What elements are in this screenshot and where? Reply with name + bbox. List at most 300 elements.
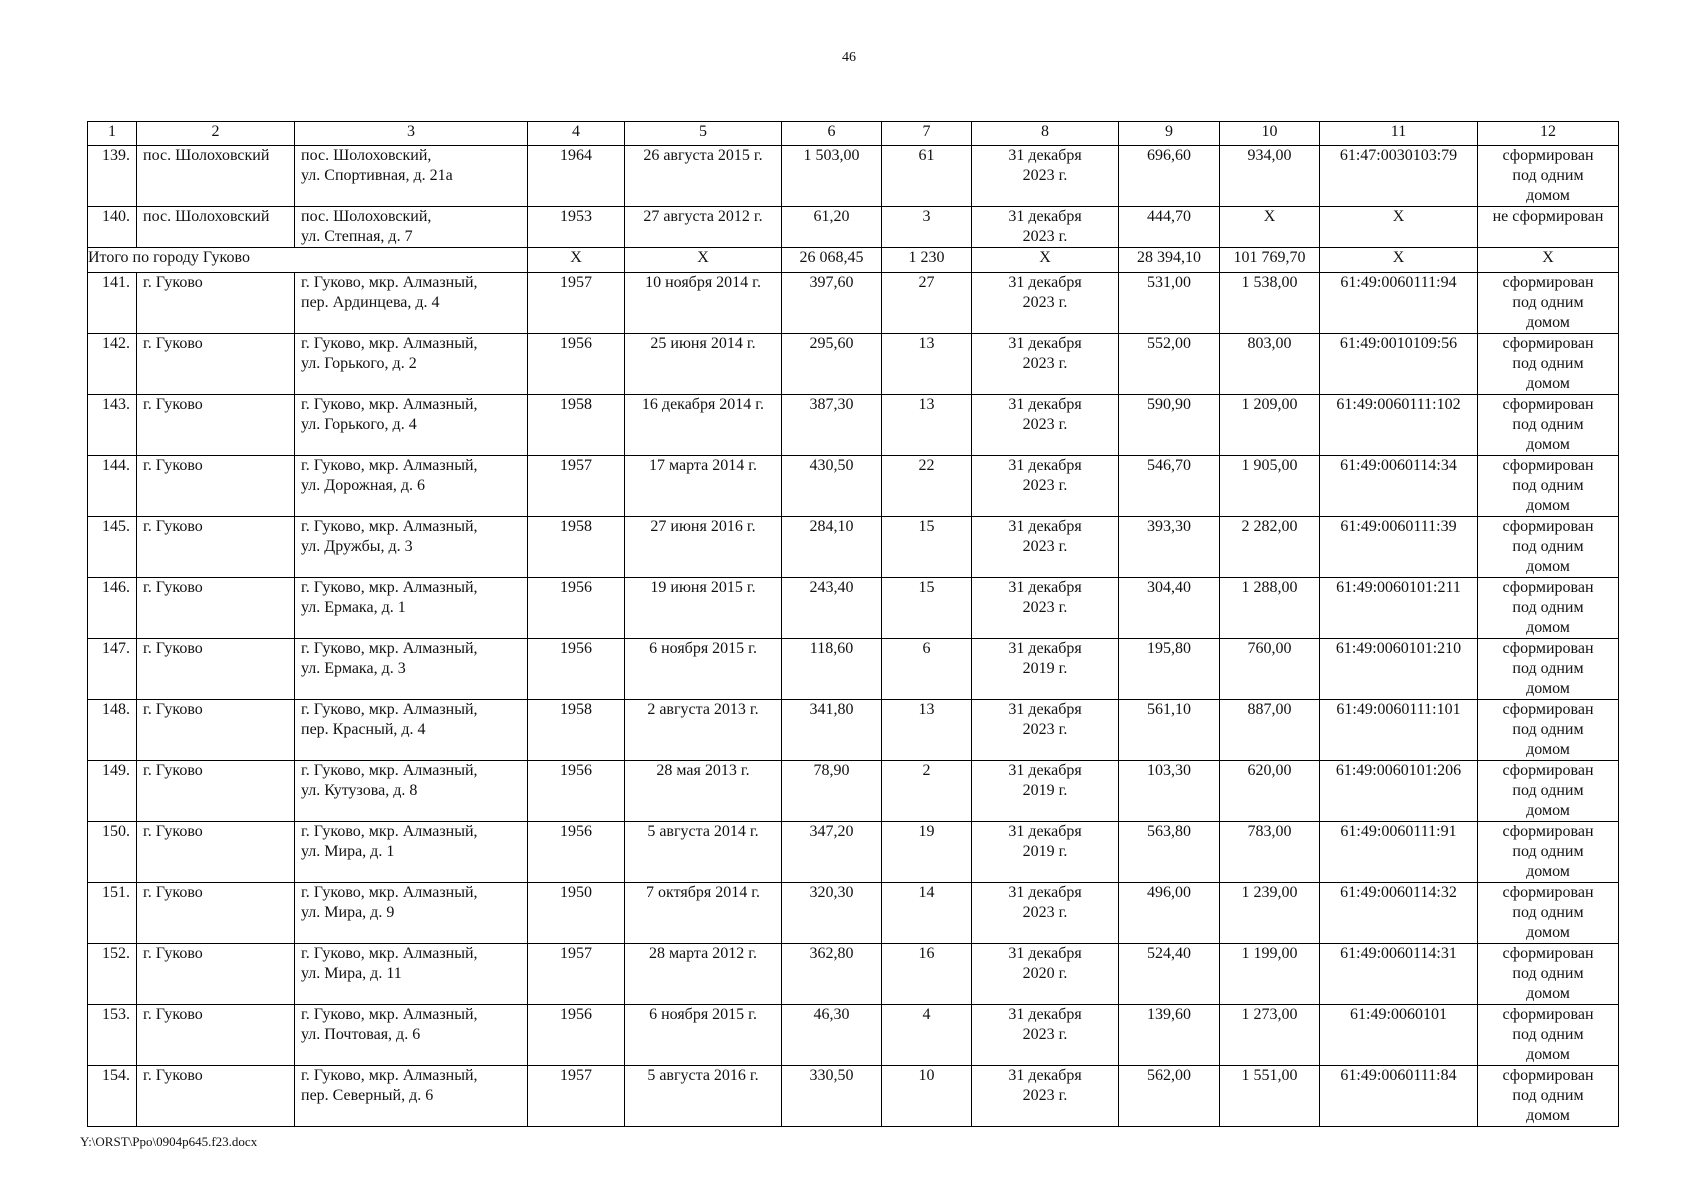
relocation-deadline-line: 2023 г. <box>1022 1087 1068 1104</box>
area-value: 61,20 <box>782 207 882 248</box>
area-value: 362,80 <box>782 944 882 1005</box>
plot-status-line: сформирован <box>1502 640 1594 657</box>
address-line: г. Гуково, мкр. Алмазный, <box>301 396 478 413</box>
residents-count: 15 <box>882 517 972 578</box>
address <box>295 207 528 248</box>
plot-status <box>1478 700 1619 761</box>
plot-status-line: под одним <box>1512 538 1584 555</box>
relocation-deadline-line: 31 декабря <box>1008 1006 1082 1023</box>
plot-area-value: 620,00 <box>1220 761 1320 822</box>
row-number: 143. <box>88 395 137 456</box>
relocation-deadline-line: 2020 г. <box>1022 965 1068 982</box>
address-line: г. Гуково, мкр. Алмазный, <box>301 701 478 718</box>
build-year: 1950 <box>528 883 625 944</box>
plot-status-line: под одним <box>1512 167 1584 184</box>
address-line: ул. Мира, д. 1 <box>301 843 395 860</box>
plot-status <box>1478 395 1619 456</box>
plot-area-value: 803,00 <box>1220 334 1320 395</box>
settlement: г. Гуково <box>137 517 295 578</box>
column-number: 9 <box>1119 122 1220 146</box>
row-number: 142. <box>88 334 137 395</box>
plot-status-line: домом <box>1526 436 1570 453</box>
cadastral-number: 61:49:0060114:34 <box>1320 456 1478 517</box>
residents-count: 13 <box>882 395 972 456</box>
residents-count: 15 <box>882 578 972 639</box>
build-year: 1964 <box>528 146 625 207</box>
relocation-deadline-line: 31 декабря <box>1008 147 1082 164</box>
settlement: г. Гуково <box>137 395 295 456</box>
recognition-date: 2 августа 2013 г. <box>625 700 782 761</box>
table-row <box>88 456 1619 517</box>
residents-count: 61 <box>882 146 972 207</box>
relocation-deadline-line: 2023 г. <box>1022 1026 1068 1043</box>
plot-area-value: 760,00 <box>1220 639 1320 700</box>
address-line: пос. Шолоховский, <box>301 147 432 164</box>
plot-status-line: сформирован <box>1502 457 1594 474</box>
address <box>295 334 528 395</box>
total-value: 1 230 <box>882 248 972 273</box>
plot-status-line: домом <box>1526 680 1570 697</box>
residents-count: 2 <box>882 761 972 822</box>
plot-status-line: под одним <box>1512 721 1584 738</box>
table-row <box>88 1005 1619 1066</box>
address-line: г. Гуково, мкр. Алмазный, <box>301 1006 478 1023</box>
table-row <box>88 273 1619 334</box>
plot-status-line: домом <box>1526 619 1570 636</box>
residents-count: 27 <box>882 273 972 334</box>
settlement: г. Гуково <box>137 456 295 517</box>
land-area-value: 562,00 <box>1119 1066 1220 1127</box>
relocation-deadline-line: 2023 г. <box>1022 904 1068 921</box>
relocation-deadline <box>972 1005 1119 1066</box>
residents-count: 14 <box>882 883 972 944</box>
settlement: г. Гуково <box>137 273 295 334</box>
residents-count: 4 <box>882 1005 972 1066</box>
plot-status-line: домом <box>1526 741 1570 758</box>
total-row <box>88 248 1619 273</box>
address <box>295 146 528 207</box>
area-value: 347,20 <box>782 822 882 883</box>
relocation-deadline <box>972 822 1119 883</box>
land-area-value: 444,70 <box>1119 207 1220 248</box>
total-label: Итого по городу Гуково <box>88 248 528 273</box>
page-number: 46 <box>842 50 856 65</box>
address-line: г. Гуково, мкр. Алмазный, <box>301 1067 478 1084</box>
address-line: ул. Дорожная, д. 6 <box>301 477 426 494</box>
relocation-deadline <box>972 639 1119 700</box>
land-area-value: 546,70 <box>1119 456 1220 517</box>
row-number: 151. <box>88 883 137 944</box>
settlement: г. Гуково <box>137 700 295 761</box>
relocation-deadline <box>972 883 1119 944</box>
build-year: 1953 <box>528 207 625 248</box>
column-number: 8 <box>972 122 1119 146</box>
relocation-deadline-line: 31 декабря <box>1008 823 1082 840</box>
land-area-value: 195,80 <box>1119 639 1220 700</box>
relocation-deadline-line: 2023 г. <box>1022 477 1068 494</box>
plot-status <box>1478 761 1619 822</box>
land-area-value: 563,80 <box>1119 822 1220 883</box>
relocation-deadline-line: 31 декабря <box>1008 335 1082 352</box>
plot-status-line: под одним <box>1512 1026 1584 1043</box>
plot-area-value: 783,00 <box>1220 822 1320 883</box>
land-area-value: 561,10 <box>1119 700 1220 761</box>
relocation-deadline-line: 31 декабря <box>1008 579 1082 596</box>
table-row <box>88 700 1619 761</box>
column-number: 7 <box>882 122 972 146</box>
relocation-deadline-line: 2019 г. <box>1022 843 1068 860</box>
address-line: ул. Спортивная, д. 21а <box>301 167 453 184</box>
land-area-value: 103,30 <box>1119 761 1220 822</box>
plot-status <box>1478 578 1619 639</box>
plot-status-line: под одним <box>1512 843 1584 860</box>
table-row <box>88 639 1619 700</box>
land-area-value: 531,00 <box>1119 273 1220 334</box>
plot-status-line: домом <box>1526 314 1570 331</box>
relocation-deadline-line: 2019 г. <box>1022 660 1068 677</box>
address <box>295 700 528 761</box>
plot-status-line: сформирован <box>1502 823 1594 840</box>
table-row <box>88 761 1619 822</box>
plot-status <box>1478 146 1619 207</box>
table-row <box>88 517 1619 578</box>
relocation-deadline <box>972 207 1119 248</box>
plot-area-value: 1 538,00 <box>1220 273 1320 334</box>
relocation-deadline <box>972 700 1119 761</box>
plot-status-line: сформирован <box>1502 396 1594 413</box>
address-line: пер. Северный, д. 6 <box>301 1087 434 1104</box>
land-area-value: 139,60 <box>1119 1005 1220 1066</box>
residents-count: 10 <box>882 1066 972 1127</box>
cadastral-number: 61:49:0060101 <box>1320 1005 1478 1066</box>
relocation-deadline-line: 31 декабря <box>1008 762 1082 779</box>
address-line: г. Гуково, мкр. Алмазный, <box>301 457 478 474</box>
recognition-date: 25 июня 2014 г. <box>625 334 782 395</box>
relocation-deadline <box>972 944 1119 1005</box>
total-value: Х <box>972 248 1119 273</box>
settlement: г. Гуково <box>137 1005 295 1066</box>
relocation-deadline <box>972 456 1119 517</box>
address-line: ул. Горького, д. 4 <box>301 416 417 433</box>
land-area-value: 304,40 <box>1119 578 1220 639</box>
residents-count: 13 <box>882 334 972 395</box>
relocation-deadline-line: 31 декабря <box>1008 208 1082 225</box>
address <box>295 578 528 639</box>
row-number: 147. <box>88 639 137 700</box>
area-value: 46,30 <box>782 1005 882 1066</box>
plot-area-value: 887,00 <box>1220 700 1320 761</box>
address-line: г. Гуково, мкр. Алмазный, <box>301 335 478 352</box>
cadastral-number: 61:47:0030103:79 <box>1320 146 1478 207</box>
land-area-value: 552,00 <box>1119 334 1220 395</box>
land-area-value: 590,90 <box>1119 395 1220 456</box>
table-row <box>88 822 1619 883</box>
settlement: г. Гуково <box>137 883 295 944</box>
row-number: 144. <box>88 456 137 517</box>
total-value: Х <box>528 248 625 273</box>
address-line: г. Гуково, мкр. Алмазный, <box>301 579 478 596</box>
row-number: 149. <box>88 761 137 822</box>
table-row <box>88 578 1619 639</box>
plot-status <box>1478 639 1619 700</box>
address <box>295 395 528 456</box>
area-value: 78,90 <box>782 761 882 822</box>
address-line: ул. Горького, д. 2 <box>301 355 417 372</box>
build-year: 1957 <box>528 944 625 1005</box>
recognition-date: 17 марта 2014 г. <box>625 456 782 517</box>
relocation-deadline-line: 31 декабря <box>1008 457 1082 474</box>
row-number: 146. <box>88 578 137 639</box>
address <box>295 883 528 944</box>
cadastral-number: 61:49:0060111:84 <box>1320 1066 1478 1127</box>
column-number: 5 <box>625 122 782 146</box>
address-line: г. Гуково, мкр. Алмазный, <box>301 518 478 535</box>
relocation-deadline-line: 31 декабря <box>1008 1067 1082 1084</box>
land-area-value: 393,30 <box>1119 517 1220 578</box>
address-line: ул. Дружбы, д. 3 <box>301 538 413 555</box>
plot-status-line: сформирован <box>1502 945 1594 962</box>
plot-status-line: домом <box>1526 985 1570 1002</box>
plot-status-line: сформирован <box>1502 1006 1594 1023</box>
cadastral-number: 61:49:0060111:101 <box>1320 700 1478 761</box>
recognition-date: 5 августа 2014 г. <box>625 822 782 883</box>
plot-status-line: домом <box>1526 187 1570 204</box>
address <box>295 639 528 700</box>
plot-status-line: под одним <box>1512 355 1584 372</box>
address-line: ул. Ермака, д. 1 <box>301 599 406 616</box>
area-value: 284,10 <box>782 517 882 578</box>
row-number: 141. <box>88 273 137 334</box>
plot-area-value: Х <box>1220 207 1320 248</box>
plot-area-value: 1 905,00 <box>1220 456 1320 517</box>
relocation-deadline <box>972 395 1119 456</box>
recognition-date: 7 октября 2014 г. <box>625 883 782 944</box>
relocation-deadline-line: 31 декабря <box>1008 396 1082 413</box>
plot-status-line: под одним <box>1512 294 1584 311</box>
cadastral-number: 61:49:0060111:91 <box>1320 822 1478 883</box>
plot-status-line: домом <box>1526 802 1570 819</box>
table-row <box>88 944 1619 1005</box>
plot-area-value: 1 288,00 <box>1220 578 1320 639</box>
row-number: 153. <box>88 1005 137 1066</box>
settlement: г. Гуково <box>137 944 295 1005</box>
address-line: пер. Красный, д. 4 <box>301 721 426 738</box>
relocation-deadline-line: 2023 г. <box>1022 167 1068 184</box>
column-number: 6 <box>782 122 882 146</box>
plot-status <box>1478 944 1619 1005</box>
total-value: 101 769,70 <box>1220 248 1320 273</box>
row-number: 148. <box>88 700 137 761</box>
relocation-deadline-line: 2023 г. <box>1022 721 1068 738</box>
recognition-date: 26 августа 2015 г. <box>625 146 782 207</box>
address-line: ул. Ермака, д. 3 <box>301 660 406 677</box>
settlement: г. Гуково <box>137 578 295 639</box>
area-value: 1 503,00 <box>782 146 882 207</box>
column-number: 1 <box>88 122 137 146</box>
build-year: 1958 <box>528 395 625 456</box>
plot-status-line: сформирован <box>1502 147 1594 164</box>
plot-status <box>1478 334 1619 395</box>
plot-status <box>1478 517 1619 578</box>
column-number: 3 <box>295 122 528 146</box>
relocation-deadline <box>972 334 1119 395</box>
recognition-date: 28 мая 2013 г. <box>625 761 782 822</box>
total-value: Х <box>625 248 782 273</box>
build-year: 1956 <box>528 822 625 883</box>
area-value: 320,30 <box>782 883 882 944</box>
plot-status: не сформирован <box>1478 207 1619 248</box>
table-row <box>88 334 1619 395</box>
settlement: г. Гуково <box>137 822 295 883</box>
relocation-deadline <box>972 273 1119 334</box>
area-value: 387,30 <box>782 395 882 456</box>
residents-count: 6 <box>882 639 972 700</box>
cadastral-number: 61:49:0010109:56 <box>1320 334 1478 395</box>
settlement: пос. Шолоховский <box>137 146 295 207</box>
address-line: г. Гуково, мкр. Алмазный, <box>301 823 478 840</box>
plot-status-line: сформирован <box>1502 335 1594 352</box>
address-line: ул. Кутузова, д. 8 <box>301 782 418 799</box>
recognition-date: 16 декабря 2014 г. <box>625 395 782 456</box>
address-line: г. Гуково, мкр. Алмазный, <box>301 640 478 657</box>
cadastral-number: 61:49:0060101:211 <box>1320 578 1478 639</box>
plot-status <box>1478 1005 1619 1066</box>
address <box>295 456 528 517</box>
settlement: г. Гуково <box>137 761 295 822</box>
plot-status-line: домом <box>1526 863 1570 880</box>
column-number: 10 <box>1220 122 1320 146</box>
row-number: 154. <box>88 1066 137 1127</box>
relocation-deadline-line: 31 декабря <box>1008 274 1082 291</box>
plot-area-value: 1 199,00 <box>1220 944 1320 1005</box>
residents-count: 3 <box>882 207 972 248</box>
recognition-date: 27 июня 2016 г. <box>625 517 782 578</box>
build-year: 1956 <box>528 761 625 822</box>
area-value: 118,60 <box>782 639 882 700</box>
plot-status <box>1478 273 1619 334</box>
address-line: г. Гуково, мкр. Алмазный, <box>301 762 478 779</box>
plot-status-line: сформирован <box>1502 762 1594 779</box>
plot-area-value: 1 551,00 <box>1220 1066 1320 1127</box>
relocation-deadline-line: 2023 г. <box>1022 538 1068 555</box>
relocation-deadline-line: 31 декабря <box>1008 701 1082 718</box>
build-year: 1956 <box>528 578 625 639</box>
address-line: пер. Ардинцева, д. 4 <box>301 294 440 311</box>
settlement: г. Гуково <box>137 639 295 700</box>
address-line: г. Гуково, мкр. Алмазный, <box>301 274 478 291</box>
address-line: ул. Мира, д. 9 <box>301 904 395 921</box>
relocation-deadline-line: 2023 г. <box>1022 416 1068 433</box>
column-number: 12 <box>1478 122 1619 146</box>
relocation-deadline-line: 31 декабря <box>1008 640 1082 657</box>
area-value: 243,40 <box>782 578 882 639</box>
cadastral-number: 61:49:0060101:210 <box>1320 639 1478 700</box>
total-value: 26 068,45 <box>782 248 882 273</box>
relocation-deadline-line: 31 декабря <box>1008 945 1082 962</box>
address-line: ул. Мира, д. 11 <box>301 965 402 982</box>
plot-status-line: сформирован <box>1502 1067 1594 1084</box>
address <box>295 761 528 822</box>
plot-area-value: 934,00 <box>1220 146 1320 207</box>
address-line: г. Гуково, мкр. Алмазный, <box>301 884 478 901</box>
plot-status <box>1478 1066 1619 1127</box>
recognition-date: 10 ноября 2014 г. <box>625 273 782 334</box>
table-row <box>88 146 1619 207</box>
cadastral-number: 61:49:0060114:32 <box>1320 883 1478 944</box>
relocation-deadline <box>972 517 1119 578</box>
plot-status-line: под одним <box>1512 599 1584 616</box>
residents-count: 13 <box>882 700 972 761</box>
relocation-deadline <box>972 146 1119 207</box>
build-year: 1957 <box>528 273 625 334</box>
plot-area-value: 2 282,00 <box>1220 517 1320 578</box>
area-value: 430,50 <box>782 456 882 517</box>
plot-status-line: под одним <box>1512 660 1584 677</box>
address-line: г. Гуково, мкр. Алмазный, <box>301 945 478 962</box>
address-line: пос. Шолоховский, <box>301 208 432 225</box>
recognition-date: 6 ноября 2015 г. <box>625 1005 782 1066</box>
row-number: 152. <box>88 944 137 1005</box>
table-row <box>88 883 1619 944</box>
relocation-deadline-line: 2019 г. <box>1022 782 1068 799</box>
table-row <box>88 207 1619 248</box>
plot-status-line: сформирован <box>1502 579 1594 596</box>
relocation-deadline <box>972 761 1119 822</box>
plot-status-line: под одним <box>1512 965 1584 982</box>
area-value: 397,60 <box>782 273 882 334</box>
settlement: г. Гуково <box>137 334 295 395</box>
area-value: 330,50 <box>782 1066 882 1127</box>
column-number-header-row <box>88 122 1619 146</box>
plot-status-line: домом <box>1526 1046 1570 1063</box>
housing-register-table <box>87 121 1619 1127</box>
plot-status-line: домом <box>1526 558 1570 575</box>
address <box>295 944 528 1005</box>
plot-status-line: сформирован <box>1502 274 1594 291</box>
cadastral-number: 61:49:0060111:39 <box>1320 517 1478 578</box>
build-year: 1958 <box>528 700 625 761</box>
land-area-value: 496,00 <box>1119 883 1220 944</box>
table-row <box>88 1066 1619 1127</box>
row-number: 145. <box>88 517 137 578</box>
relocation-deadline-line: 2023 г. <box>1022 294 1068 311</box>
total-value: Х <box>1320 248 1478 273</box>
plot-status-line: под одним <box>1512 477 1584 494</box>
address <box>295 1066 528 1127</box>
cadastral-number: Х <box>1320 207 1478 248</box>
total-value: 28 394,10 <box>1119 248 1220 273</box>
row-number: 139. <box>88 146 137 207</box>
plot-status-line: домом <box>1526 375 1570 392</box>
column-number: 2 <box>137 122 295 146</box>
table-body <box>88 122 1619 1127</box>
build-year: 1957 <box>528 456 625 517</box>
land-area-value: 696,60 <box>1119 146 1220 207</box>
total-value: Х <box>1478 248 1619 273</box>
relocation-deadline-line: 31 декабря <box>1008 884 1082 901</box>
address <box>295 822 528 883</box>
relocation-deadline <box>972 1066 1119 1127</box>
residents-count: 19 <box>882 822 972 883</box>
residents-count: 16 <box>882 944 972 1005</box>
plot-status <box>1478 456 1619 517</box>
address-line: ул. Почтовая, д. 6 <box>301 1026 421 1043</box>
plot-status-line: домом <box>1526 1107 1570 1124</box>
relocation-deadline-line: 2023 г. <box>1022 228 1068 245</box>
plot-status-line: сформирован <box>1502 701 1594 718</box>
plot-status-line: под одним <box>1512 1087 1584 1104</box>
column-number: 4 <box>528 122 625 146</box>
